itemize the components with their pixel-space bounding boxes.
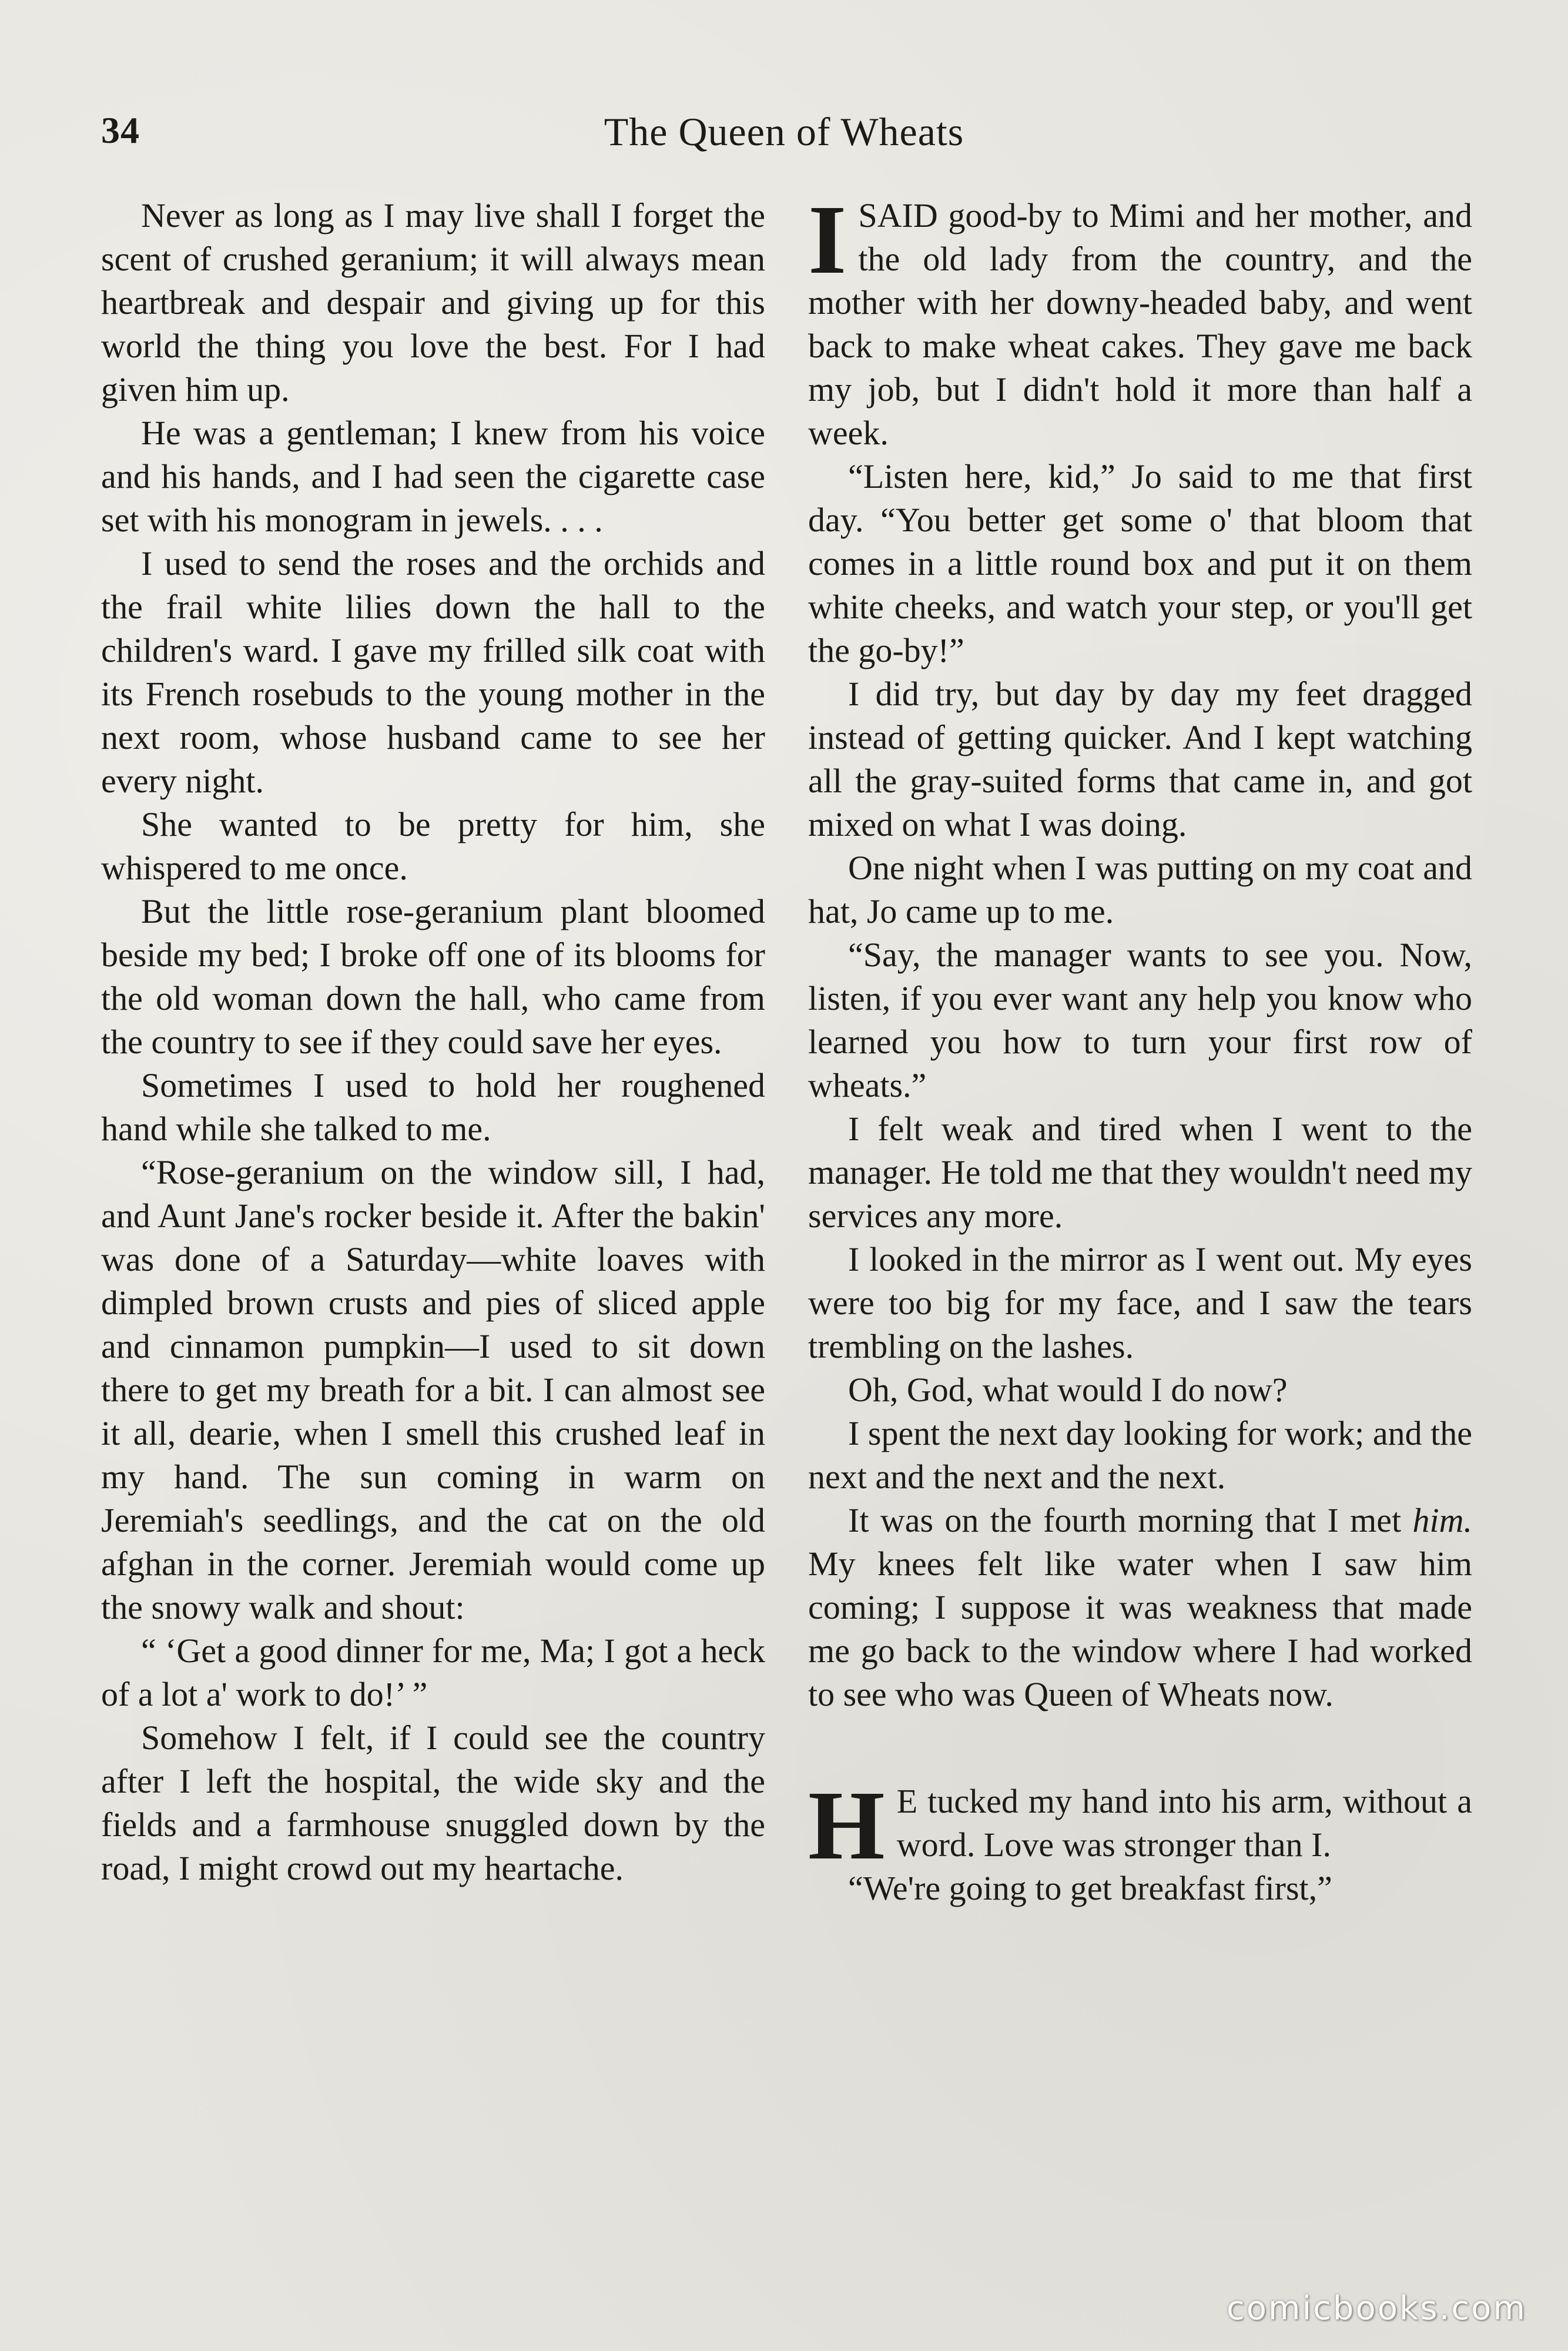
italic-text: him. <box>1412 1501 1472 1539</box>
page-header <box>94 109 1474 168</box>
running-title: The Queen of Wheats <box>604 109 964 154</box>
watermark: comicbooks.com <box>1226 2289 1527 2327</box>
section-opening-paragraph <box>808 185 1472 455</box>
drop-cap: I <box>808 185 847 294</box>
text-run: My knees felt like water when I saw him coming; I suppose it was weakness that made me go back to the window where I had worked to see who was Queen of Wheats now. <box>808 1545 1472 1713</box>
paragraph: I used to send the roses and the orchids and the frail white lilies down the hall to the children's ward. I gave my frilled silk coat with its French rosebuds to the young mother in the next room, whose husband came to see her every night. <box>101 544 765 800</box>
paragraph: “Listen here, kid,” Jo said to me that first day. “You better get some o' that bloom that comes in a little round box and put it on them white cheeks, and watch your step, or you'll get the go-by!” <box>808 457 1472 669</box>
paragraph: Sometimes I used to hold her roughened hand while she talked to me. <box>101 1066 765 1148</box>
text-run: It was on the fourth morning that I met <box>848 1501 1413 1539</box>
section-opening-paragraph <box>808 1771 1472 1880</box>
opening-text: E tucked my hand into his arm, without a word. Love was stronger than I. <box>896 1782 1472 1864</box>
paragraph: “We're going to get breakfast first,” <box>848 1869 1332 1907</box>
section-break <box>808 1716 1472 1780</box>
paragraph: “Say, the manager wants to see you. Now, listen, if you ever want any help you know who learned you how to turn your first row of wheats.” <box>808 936 1472 1104</box>
paragraph <box>808 1499 1472 1716</box>
paragraph: One night when I was putting on my coat and hat, Jo came up to me. <box>808 849 1472 930</box>
page-number: 34 <box>101 109 140 151</box>
left-column <box>101 194 765 1890</box>
paragraph: “Rose-geranium on the window sill, I had, and Aunt Jane's rocker beside it. After the bakin' was done of a Saturday—white loaves with dimpled brown crusts and pies of sliced apple and cinnamon pumpkin—I used to sit down there to get my breath for a bit. I can almost see it all, dearie, when I smell this crushed leaf in my hand. The sun coming in warm on Jeremiah's seedlings, and the cat on the old afghan in the corner. Jeremiah would come up the snowy walk and shout: <box>101 1153 765 1626</box>
opening-text: SAID good-by to Mimi and her mother, and the old lady from the country, and the mother with her downy-headed baby, and went back to make wheat cakes. They gave me back my job, but I didn't hold it more than half a week. <box>808 196 1472 452</box>
drop-cap: H <box>808 1771 885 1880</box>
paragraph: Somehow I felt, if I could see the country after I left the hospital, the wide sky and the fields and a farmhouse snuggled down by the road, I might crowd out my heartache. <box>101 1719 765 1887</box>
paragraph: I looked in the mirror as I went out. My eyes were too big for my face, and I saw the tears trembling on the lashes. <box>808 1240 1472 1365</box>
right-column <box>808 185 1472 1910</box>
paragraph: I felt weak and tired when I went to the manager. He told me that they wouldn't need my services any more. <box>808 1110 1472 1235</box>
paragraph: “ ‘Get a good dinner for me, Ma; I got a heck of a lot a' work to do!’ ” <box>101 1632 765 1713</box>
paragraph: She wanted to be pretty for him, she whispered to me once. <box>101 805 765 887</box>
paragraph: He was a gentleman; I knew from his voice and his hands, and I had seen the cigarette case set with his monogram in jewels. . . . <box>101 414 765 539</box>
paragraph: But the little rose-geranium plant bloomed beside my bed; I broke off one of its blooms for the old woman down the hall, who came from the country to see if they could save her eyes. <box>101 892 765 1061</box>
paragraph: Never as long as I may live shall I forget the scent of crushed geranium; it will always mean heartbreak and despair and giving up for this world the thing you love the best. For I had given him up. <box>101 196 765 408</box>
paragraph: Oh, God, what would I do now? <box>848 1371 1288 1409</box>
paragraph: I spent the next day looking for work; and the next and the next and the next. <box>808 1414 1472 1496</box>
paragraph: I did try, but day by day my feet dragged instead of getting quicker. And I kept watching all the gray-suited forms that came in, and got mixed on what I was doing. <box>808 675 1472 843</box>
